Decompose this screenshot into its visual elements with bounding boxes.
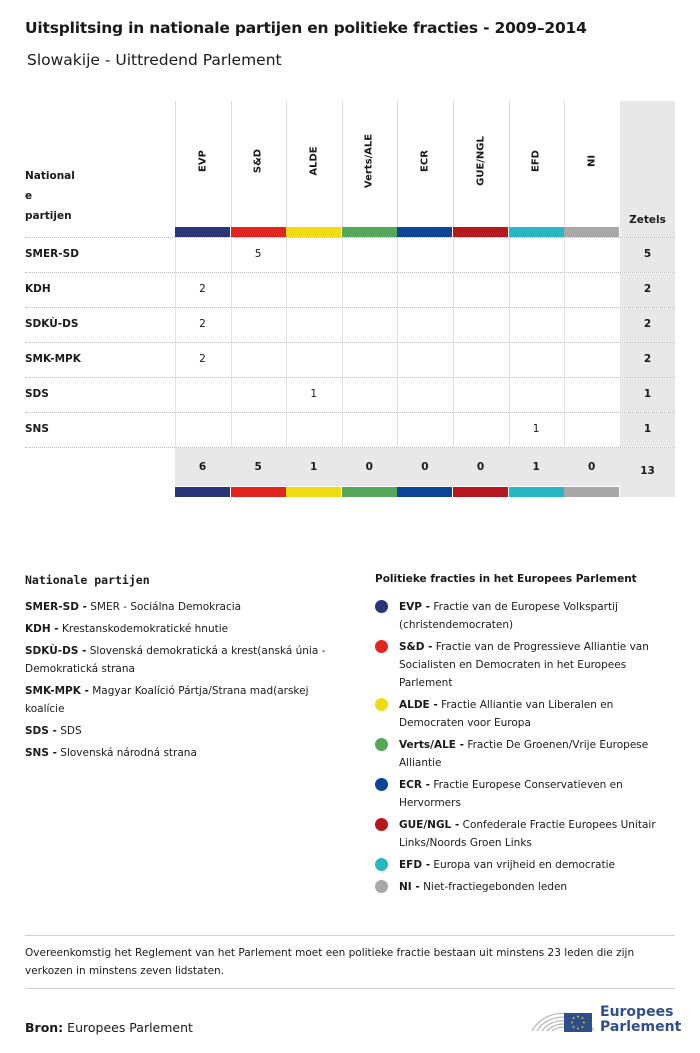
legend-abbr: SMK-MPK - <box>25 685 89 697</box>
legend-abbr: ECR - <box>399 779 430 791</box>
group-color-dot <box>375 600 388 613</box>
party-seat-total: 1 <box>643 423 652 435</box>
logo-wordmark: Europees Parlement <box>600 1004 682 1035</box>
political-group-legend-item <box>375 736 675 772</box>
legend-name: Slovenská národná strana <box>60 747 197 759</box>
source-line <box>25 1020 193 1035</box>
group-color-dot <box>375 698 388 711</box>
legend-name: Fractie van de Europese Volkspartij (christendemocraten) <box>399 601 618 631</box>
national-parties-legend <box>25 598 345 766</box>
legend-name: Magyar Koalíció Pártja/Strana mad(arskej koalície <box>25 685 309 715</box>
national-party-legend-item <box>25 722 345 740</box>
party-name: KDH <box>25 283 51 295</box>
seats-column-header: Zetels <box>629 214 666 226</box>
legend-name: Fractie Europese Conservatieven en Hervormers <box>399 779 623 809</box>
national-party-legend-item <box>25 598 345 616</box>
legend-name: SDS <box>60 725 82 737</box>
group-color-bar <box>509 227 564 237</box>
groups-legend-title: Politieke fracties in het Europees Parlement <box>375 573 637 585</box>
group-total-cell: 1 <box>310 461 318 473</box>
group-color-bar <box>286 487 341 497</box>
political-group-legend-item <box>375 598 675 634</box>
group-code: EFD <box>530 150 542 172</box>
seat-count-cell: 1 <box>310 388 318 400</box>
party-name: SDS <box>25 388 49 400</box>
political-groups-legend <box>375 598 675 900</box>
legend-abbr: SDKÙ-DS - <box>25 645 87 657</box>
legend-abbr: SDS - <box>25 725 57 737</box>
group-color-bar <box>397 227 452 237</box>
group-total-cell: 6 <box>198 461 207 473</box>
party-name: SNS <box>25 423 49 435</box>
group-header-label <box>453 101 508 229</box>
group-color-bar <box>509 487 564 497</box>
national-legend-title: Nationale partijen <box>25 573 150 587</box>
national-party-legend-item <box>25 642 345 678</box>
row-divider <box>25 377 675 378</box>
group-color-bar <box>342 227 397 237</box>
source-label: Bron: <box>25 1020 64 1035</box>
footnote: Overeenkomstig het Reglement van het Parlement moet een politieke fractie bestaan uit minstens 23 leden die zijn verkozen in minstens zeven lidstaten. <box>25 947 635 977</box>
political-group-legend-item <box>375 816 675 852</box>
legend-abbr: NI - <box>399 881 420 893</box>
group-header-label <box>342 101 397 229</box>
group-header-label <box>286 101 341 229</box>
legend-name: Fractie De Groenen/Vrije Europese Alliantie <box>399 739 649 769</box>
group-header-label <box>231 101 286 229</box>
group-color-bar <box>231 227 286 237</box>
seat-count-cell: 2 <box>199 353 206 365</box>
group-color-dot <box>375 778 388 791</box>
group-color-bar <box>453 227 508 237</box>
source-value: Europees Parlement <box>67 1020 193 1035</box>
row-divider <box>25 272 675 273</box>
group-total-cell: 0 <box>476 461 485 473</box>
legend-abbr: GUE/NGL - <box>399 819 460 831</box>
row-divider <box>25 237 675 238</box>
party-name: SMER-SD <box>25 248 79 260</box>
party-name: SDKÙ-DS <box>25 318 79 330</box>
page-title: Uitsplitsing in nationale partijen en politieke fracties - 2009–2014 <box>25 19 587 37</box>
group-color-bar <box>564 487 619 497</box>
group-code: ALDE <box>308 146 320 176</box>
party-seat-total: 1 <box>643 388 652 400</box>
group-color-bar <box>453 487 508 497</box>
legend-name: Confederale Fractie Europees Unitair Links/Noords Groen Links <box>399 819 656 849</box>
legend-name: Fractie Alliantie van Liberalen en Democraten voor Europa <box>399 699 614 729</box>
grand-total: 13 <box>640 465 655 477</box>
seat-count-cell: 1 <box>532 423 540 435</box>
group-code: GUE/NGL <box>475 136 486 186</box>
group-color-bar <box>175 227 230 237</box>
row-divider <box>25 412 675 413</box>
group-header-label <box>397 101 452 229</box>
party-column-header: National e partijen <box>25 170 75 222</box>
political-group-legend-item <box>375 696 675 732</box>
group-total-cell: 0 <box>365 461 373 473</box>
group-color-bar <box>175 487 230 497</box>
legend-abbr: EFD - <box>399 859 431 871</box>
row-divider <box>25 342 675 343</box>
legend-name: Slovenská demokratická a krest(anská únia - Demokratická strana <box>25 645 326 675</box>
group-color-bar <box>397 487 452 497</box>
seat-count-cell: 2 <box>199 283 206 295</box>
group-total-cell: 5 <box>254 461 262 473</box>
group-code: ECR <box>419 150 431 172</box>
group-color-bar <box>231 487 286 497</box>
group-color-dot <box>375 818 388 831</box>
political-group-legend-item <box>375 878 675 896</box>
legend-abbr: Verts/ALE - <box>399 739 464 751</box>
legend-abbr: EVP - <box>399 601 431 613</box>
group-color-dot <box>375 738 388 751</box>
divider <box>25 935 675 936</box>
national-party-legend-item <box>25 744 345 762</box>
group-total-cell: 1 <box>532 461 540 473</box>
legend-abbr: S&D - <box>399 641 433 653</box>
seat-count-cell: 5 <box>254 248 262 260</box>
party-name: SMK-MPK <box>25 353 81 365</box>
group-color-bar <box>342 487 397 497</box>
group-color-dot <box>375 640 388 653</box>
legend-name: Niet-fractiegebonden leden <box>423 881 568 893</box>
group-color-dot <box>375 858 388 871</box>
legend-name: SMER - Sociálna Demokracia <box>90 601 242 613</box>
group-code: S&D <box>252 148 264 174</box>
legend-abbr: KDH - <box>25 623 59 635</box>
group-header-label <box>175 101 230 229</box>
political-group-legend-item <box>375 856 675 874</box>
group-total-cell: 0 <box>588 461 596 473</box>
national-party-legend-item <box>25 682 345 718</box>
group-header-label <box>564 101 619 229</box>
group-code: NI <box>586 154 598 168</box>
page-subtitle: Slowakije - Uittredend Parlement <box>27 51 282 69</box>
legend-abbr: SMER-SD - <box>25 601 87 613</box>
group-code: Verts/ALE <box>363 133 375 189</box>
legend-name: Fractie van de Progressieve Alliantie van Socialisten en Democraten in het Europees Parlement <box>399 641 649 689</box>
group-total-cell: 0 <box>421 461 429 473</box>
legend-abbr: SNS - <box>25 747 57 759</box>
party-seat-total: 5 <box>643 248 652 260</box>
legend-name: Krestanskodemokratické hnutie <box>62 623 229 635</box>
legend-abbr: ALDE - <box>399 699 438 711</box>
group-color-bar <box>286 227 341 237</box>
national-party-legend-item <box>25 620 345 638</box>
group-color-bar <box>564 227 619 237</box>
political-group-legend-item <box>375 776 675 812</box>
row-divider <box>25 307 675 308</box>
legend-name: Europa van vrijheid en democratie <box>433 859 615 871</box>
group-header-label <box>509 101 564 229</box>
seat-count-cell: 2 <box>199 318 206 330</box>
political-group-legend-item <box>375 638 675 692</box>
group-color-dot <box>375 880 388 893</box>
group-code: EVP <box>197 150 208 172</box>
party-seat-total: 2 <box>643 318 652 330</box>
party-seat-total: 2 <box>643 353 652 365</box>
party-seat-total: 2 <box>643 283 652 295</box>
divider <box>25 988 675 989</box>
